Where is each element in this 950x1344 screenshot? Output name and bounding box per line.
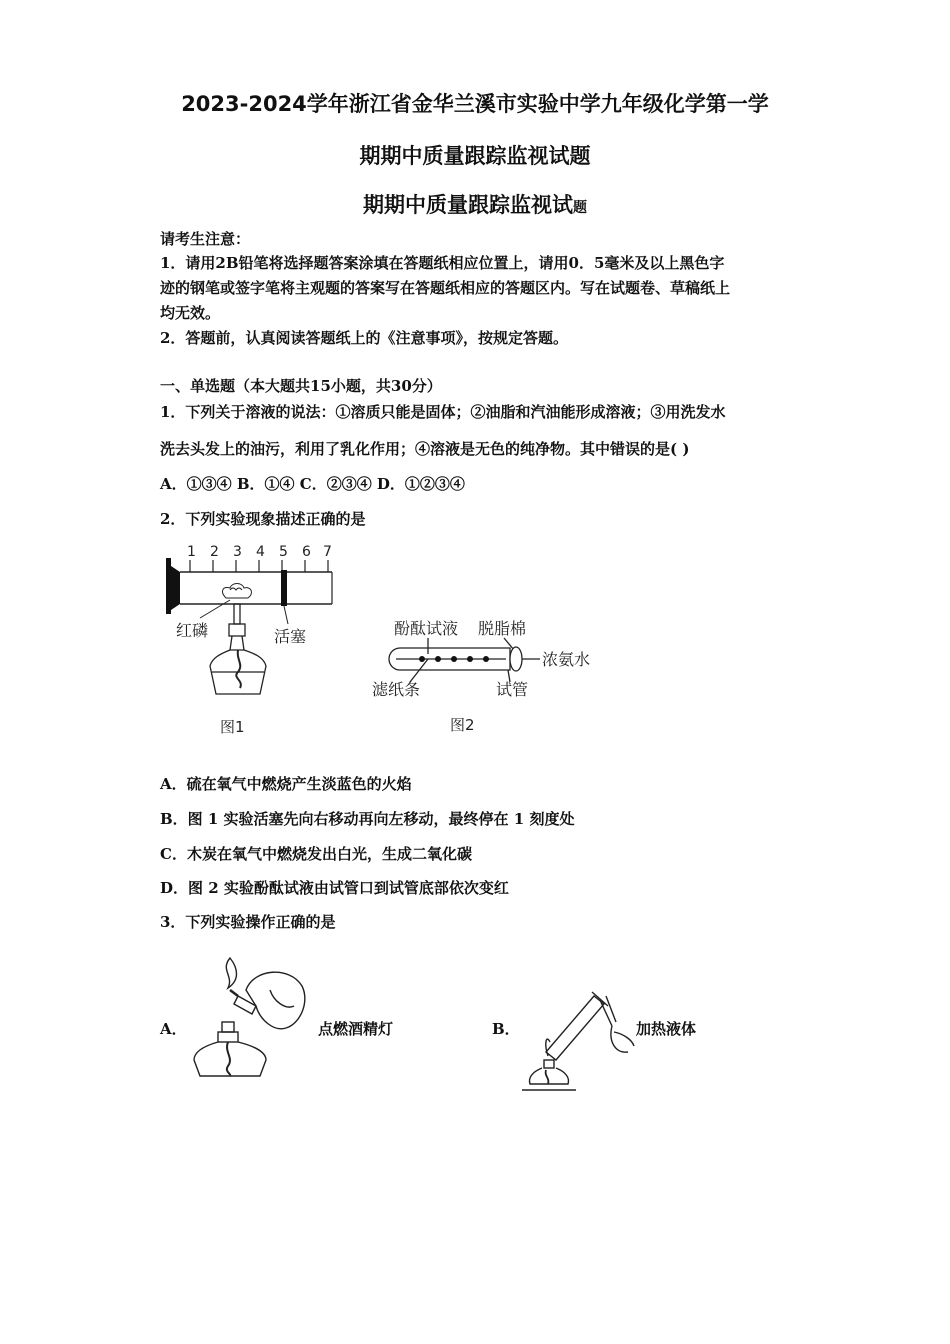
notice-item1-line3: 均无效。	[160, 304, 221, 322]
fig2-label-phenolphthalein: 酚酞试液	[394, 619, 459, 638]
q3-option-a-text: 点燃酒精灯	[318, 1020, 394, 1038]
figure-2	[370, 612, 610, 740]
q3-option-a-image	[190, 950, 310, 1082]
fig1-tick-2: 2	[210, 544, 219, 560]
title-line-1: 2023-2024学年浙江省金华兰溪市实验中学九年级化学第一学	[181, 92, 769, 116]
q3-stem: 3．下列实验操作正确的是	[160, 913, 336, 931]
title-line-2: 期期中质量跟踪监视试题	[359, 144, 591, 168]
q1-stem-line2: 洗去头发上的油污，利用了乳化作用；④溶液是无色的纯净物。其中错误的是( )	[160, 440, 690, 458]
figure-1	[160, 538, 350, 738]
q2-option-b: B．图 1 实验活塞先向右移动再向左移动，最终停在 1 刻度处	[160, 810, 575, 828]
q3-option-b-letter: B．	[492, 1020, 520, 1038]
q2-option-a: A．硫在氧气中燃烧产生淡蓝色的火焰	[160, 775, 412, 793]
q1-options: A．①③④ B．①④ C．②③④ D．①②③④	[160, 475, 465, 493]
q2-stem: 2．下列实验现象描述正确的是	[160, 510, 366, 528]
notice-heading: 请考生注意：	[160, 230, 251, 248]
title-line-3-main: 期期中质量跟踪监视试	[363, 193, 573, 217]
fig1-label-phosphorus: 红磷	[176, 621, 209, 640]
fig1-tick-5: 5	[279, 544, 288, 560]
section1-heading: 一、单选题（本大题共15小题，共30分）	[160, 377, 442, 395]
notice-item1-line1: 1．请用2B铅笔将选择题答案涂填在答题纸相应位置上，请用0．5毫米及以上黑色字	[160, 254, 725, 272]
q2-option-c: C．木炭在氧气中燃烧发出白光，生成二氧化碳	[160, 845, 472, 863]
q3-option-b-text: 加热液体	[636, 1020, 697, 1038]
q2-option-d: D．图 2 实验酚酞试液由试管口到试管底部依次变红	[160, 879, 509, 897]
fig2-label-tube: 试管	[496, 680, 529, 699]
fig2-label-cotton: 脱脂棉	[478, 619, 527, 638]
fig2-caption: 图2	[450, 716, 475, 734]
fig1-tick-6: 6	[302, 544, 311, 560]
q3-option-a-letter: A．	[160, 1020, 187, 1038]
notice-item1-line2: 迹的钢笔或签字笔将主观题的答案写在答题纸相应的答题区内。写在试题卷、草稿纸上	[160, 279, 731, 297]
notice-item2: 2．答题前，认真阅读答题纸上的《注意事项》，按规定答题。	[160, 329, 568, 347]
title-line-3	[0, 189, 950, 219]
fig1-label-piston: 活塞	[274, 627, 307, 646]
fig1-tick-1: 1	[187, 544, 196, 560]
fig1-caption: 图1	[220, 718, 245, 736]
title-line-3-small: 题	[573, 200, 587, 216]
fig1-tick-4: 4	[256, 544, 265, 560]
fig1-tick-7: 7	[323, 544, 332, 560]
fig2-label-filter: 滤纸条	[372, 680, 421, 699]
fig2-label-ammonia: 浓氨水	[542, 650, 591, 669]
q1-stem-line1: 1．下列关于溶液的说法：①溶质只能是固体；②油脂和汽油能形成溶液；③用洗发水	[160, 403, 726, 421]
fig1-tick-3: 3	[233, 544, 242, 560]
q3-option-b-image	[516, 982, 636, 1094]
